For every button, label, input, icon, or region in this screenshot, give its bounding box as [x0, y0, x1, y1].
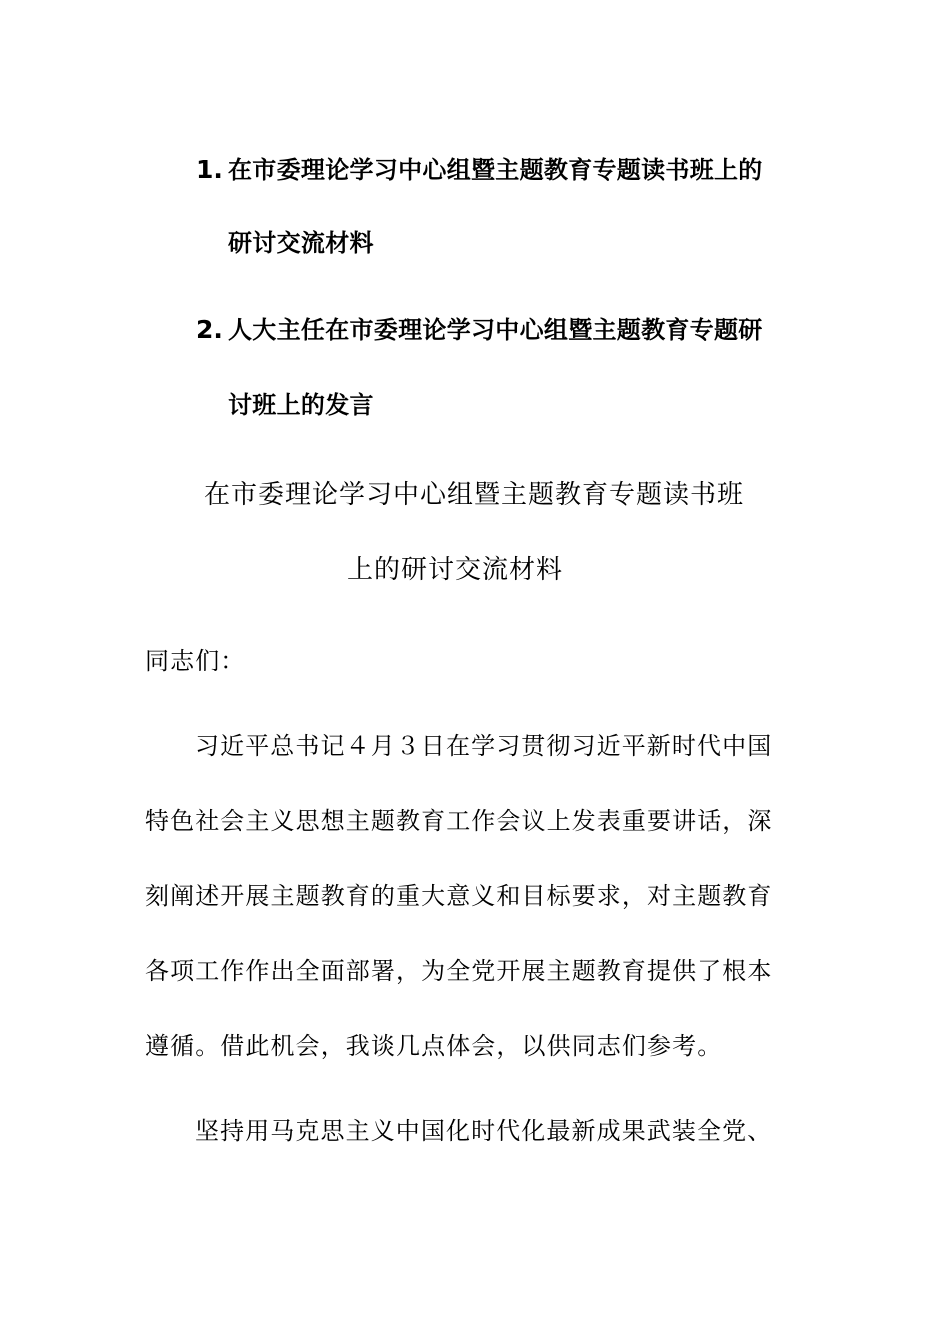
toc-item-line: 讨班上的发言 [228, 391, 374, 419]
toc-item-line: 人大主任在市委理论学习中心组暨主题教育专题研 [228, 316, 763, 344]
paragraph-line: 各项工作作出全面部署，为全党开展主题教育提供了根本 [145, 957, 773, 985]
paragraph-line: 遵循。借此机会，我谈几点体会，以供同志们参考。 [145, 1032, 723, 1060]
toc-item-line: 在市委理论学习中心组暨主题教育专题读书班上的 [228, 156, 763, 184]
paragraph-line: 特色社会主义思想主题教育工作会议上发表重要讲话，深 [145, 807, 773, 835]
toc-item-number: 2. [196, 315, 223, 344]
toc-item-number: 1. [196, 155, 223, 184]
salutation: 同志们： [145, 647, 246, 675]
paragraph-line: 坚持用马克思主义中国化时代化最新成果武装全党、 [195, 1117, 773, 1145]
paragraph-line: 习近平总书记４月３日在学习贯彻习近平新时代中国 [195, 732, 773, 760]
title-line: 在市委理论学习中心组暨主题教育专题读书班 [204, 480, 745, 510]
title-line: 上的研讨交流材料 [347, 555, 564, 585]
toc-item-line: 研讨交流材料 [228, 229, 374, 257]
paragraph-line: 刻阐述开展主题教育的重大意义和目标要求，对主题教育 [145, 882, 773, 910]
